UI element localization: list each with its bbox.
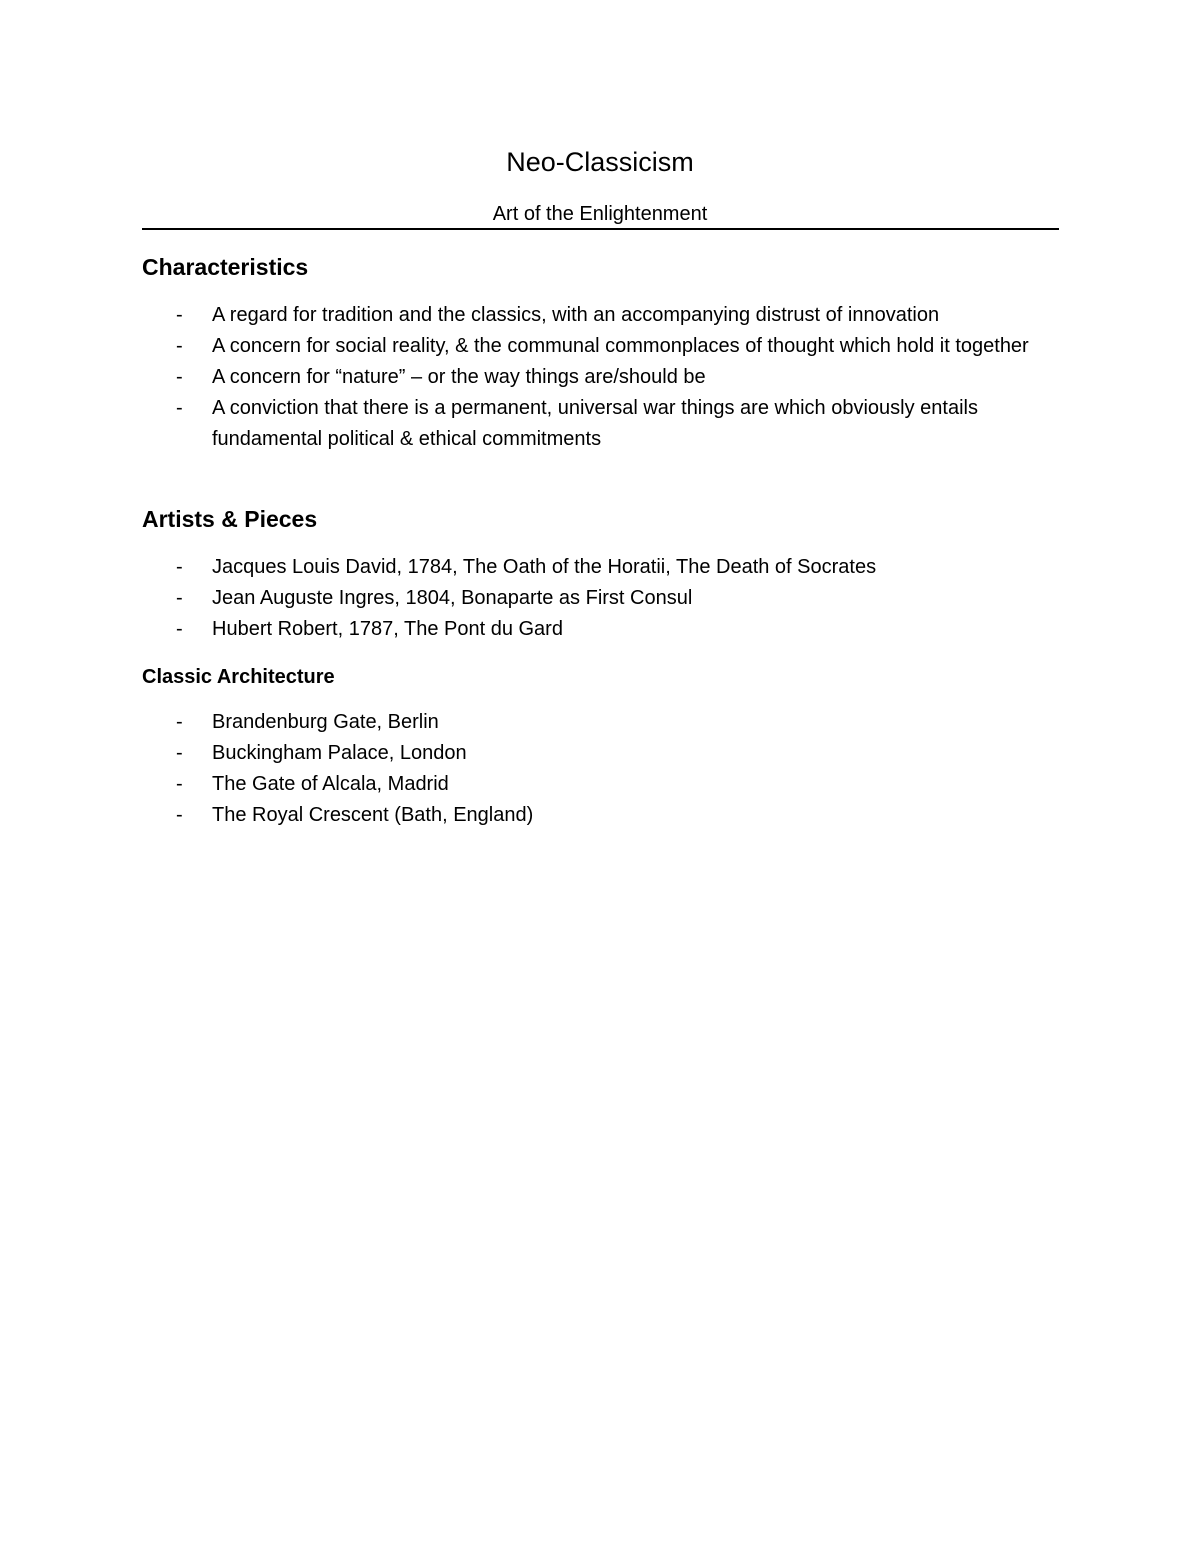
list-item [142, 738, 1059, 769]
dash-bullet: - [176, 556, 183, 578]
list-item [142, 614, 1059, 645]
artists-section [142, 504, 1059, 645]
artists-heading: Artists & Pieces [142, 506, 318, 532]
artists-list [142, 552, 1059, 645]
list-item-text: A concern for “nature” – or the way things are/should be [212, 366, 706, 388]
characteristics-section [142, 252, 1059, 455]
list-item [142, 800, 1059, 831]
list-item [142, 393, 1059, 455]
dash-bullet: - [176, 773, 183, 795]
list-item [142, 583, 1059, 614]
architecture-list [142, 707, 1059, 831]
dash-bullet: - [176, 335, 183, 357]
list-item-text: Brandenburg Gate, Berlin [212, 711, 439, 733]
characteristics-list [142, 300, 1059, 455]
list-item-text: Hubert Robert, 1787, The Pont du Gard [212, 618, 563, 640]
dash-bullet: - [176, 397, 183, 419]
dash-bullet: - [176, 804, 183, 826]
characteristics-heading: Characteristics [142, 254, 309, 280]
list-item-text: The Royal Crescent (Bath, England) [212, 804, 534, 826]
title-divider [142, 228, 1059, 230]
architecture-heading: Classic Architecture [142, 666, 335, 688]
list-item [142, 769, 1059, 800]
list-item [142, 300, 1059, 331]
dash-bullet: - [176, 366, 183, 388]
architecture-section [142, 663, 1059, 831]
dash-bullet: - [176, 587, 183, 609]
list-item-text: A regard for tradition and the classics, with an accompanying distrust of innovation [212, 304, 940, 326]
dash-bullet: - [176, 618, 183, 640]
list-item [142, 707, 1059, 738]
dash-bullet: - [176, 742, 183, 764]
dash-bullet: - [176, 304, 183, 326]
list-item-text: A concern for social reality, & the communal commonplaces of thought which hold it together [212, 335, 1029, 357]
list-item [142, 331, 1059, 362]
document-title: Neo-Classicism [506, 147, 694, 177]
list-item [142, 362, 1059, 393]
list-item [142, 552, 1059, 583]
dash-bullet: - [176, 711, 183, 733]
list-item-text: A conviction that there is a permanent, universal war things are which obviously entails fundamental political & ethical commitments [212, 397, 978, 450]
document-subtitle: Art of the Enlightenment [492, 203, 708, 225]
list-item-text: The Gate of Alcala, Madrid [212, 773, 449, 795]
list-item-text: Buckingham Palace, London [212, 742, 467, 764]
list-item-text: Jacques Louis David, 1784, The Oath of the Horatii, The Death of Socrates [212, 556, 877, 578]
list-item-text: Jean Auguste Ingres, 1804, Bonaparte as First Consul [212, 587, 693, 609]
